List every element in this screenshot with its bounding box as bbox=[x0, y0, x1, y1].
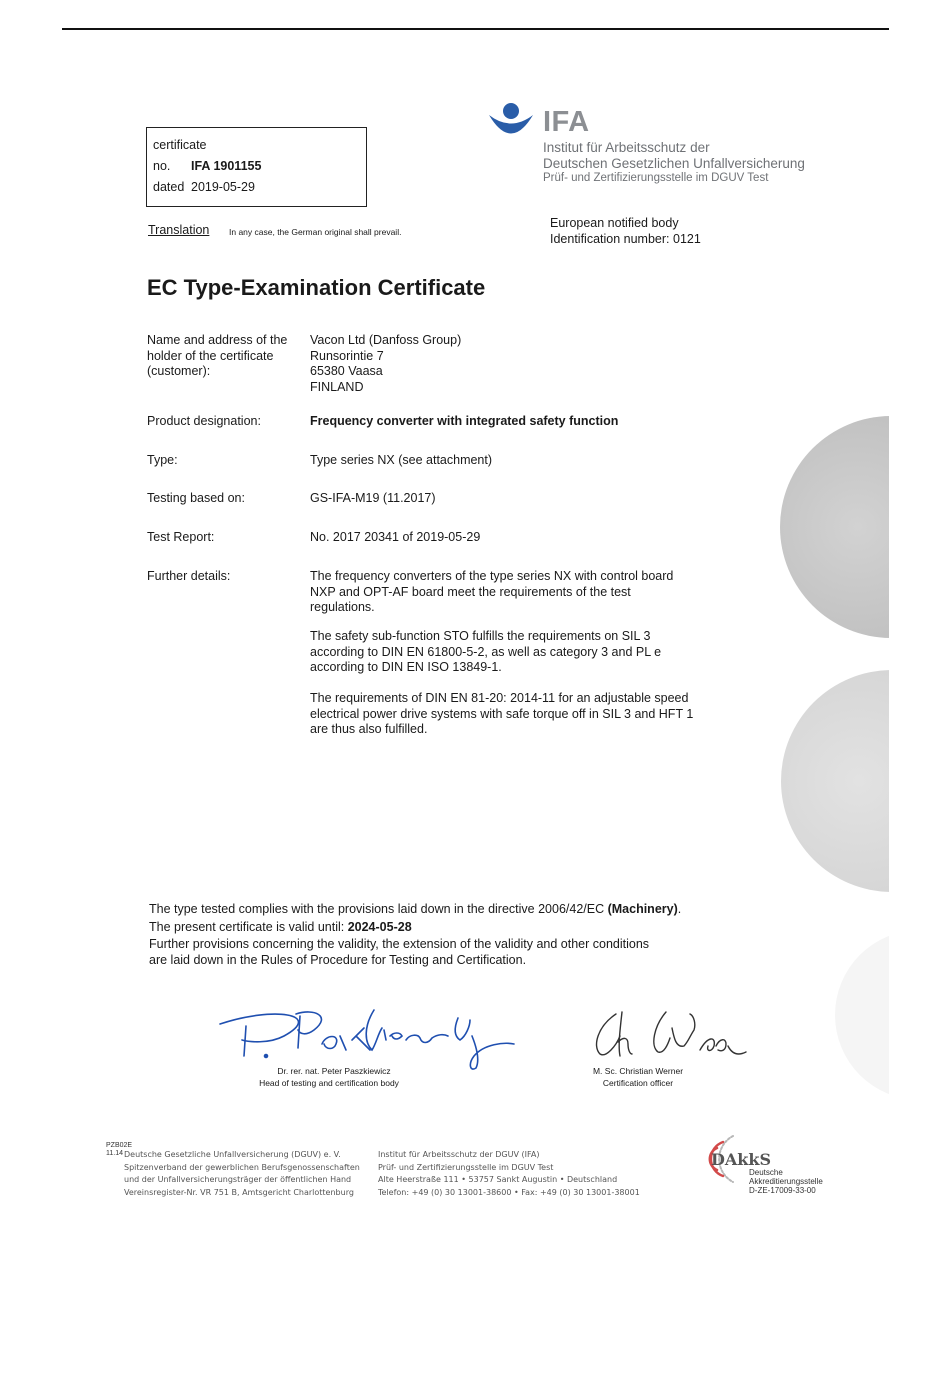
holder-city: 65380 Vaasa bbox=[310, 364, 383, 378]
signer-right-role: Certification officer bbox=[602, 1078, 674, 1088]
issuer-name-line1: Institut für Arbeitsschutz der bbox=[543, 140, 710, 155]
paragraph-line: NXP and OPT-AF board meet the requirements of the test bbox=[310, 584, 631, 599]
imprint-line: Vereinsregister-Nr. VR 751 B, Amtsgericht Charlottenburg bbox=[124, 1187, 354, 1197]
certificate-number: IFA 1901155 bbox=[191, 159, 262, 173]
paragraph-line: according to DIN EN ISO 13849-1. bbox=[310, 660, 502, 674]
paragraph-line: are thus also fulfilled. bbox=[310, 722, 428, 736]
signer-right-name: M. Sc. Christian Werner bbox=[592, 1066, 684, 1076]
certificate-number-box bbox=[146, 127, 367, 207]
product-value: Frequency converter with integrated safety function bbox=[310, 414, 619, 428]
paragraph-line: The requirements of DIN EN 81-20: 2014-11 for an adjustable speed bbox=[310, 691, 689, 705]
imprint-line: Telefon: +49 (0) 30 13001-38600 • Fax: +49 (0) 30 13001-38001 bbox=[378, 1187, 640, 1197]
notified-body-line1: European notified body bbox=[550, 216, 679, 230]
dakks-line1: Deutsche bbox=[749, 1168, 783, 1177]
paragraph-line: regulations. bbox=[310, 600, 375, 614]
dakks-line2: Akkreditierungsstelle bbox=[749, 1177, 823, 1186]
type-value: Type series NX (see attachment) bbox=[310, 453, 493, 467]
validity-text: The present certificate is valid until: bbox=[149, 920, 348, 934]
form-code-line1: PZB02E bbox=[106, 1142, 133, 1149]
paragraph-line: The frequency converters of the type series NX with control board bbox=[310, 569, 674, 583]
further-details-para2 bbox=[310, 629, 740, 676]
holder-company: Vacon Ltd (Danfoss Group) bbox=[310, 333, 462, 347]
translation-label: Translation bbox=[148, 223, 210, 237]
holder-value bbox=[310, 333, 740, 395]
provisions-statement bbox=[149, 936, 769, 968]
validity-date: 2024-05-28 bbox=[347, 920, 412, 934]
testing-label: Testing based on: bbox=[147, 491, 245, 505]
dakks-logo-text: DAkkS bbox=[711, 1150, 772, 1169]
holder-label-line: (customer): bbox=[147, 364, 211, 378]
dakks-accreditation-number: D-ZE-17009-33-00 bbox=[749, 1186, 816, 1195]
signature-right-icon bbox=[588, 1006, 753, 1066]
directive-text: The type tested complies with the provisions laid down in the directive 2006/42/EC bbox=[149, 902, 608, 916]
ifa-logo-icon bbox=[487, 102, 535, 138]
notified-body-id: Identification number: 0121 bbox=[550, 232, 701, 246]
right-edge-mask bbox=[889, 0, 950, 1379]
imprint-line: Institut für Arbeitsschutz der DGUV (IFA) bbox=[378, 1150, 540, 1159]
ifa-logo-text: IFA bbox=[543, 106, 590, 138]
holder-country: FINLAND bbox=[310, 379, 364, 394]
certificate-date: 2019-05-29 bbox=[191, 180, 255, 194]
certificate-no-label: no. bbox=[153, 159, 171, 173]
document-title: EC Type-Examination Certificate bbox=[147, 275, 486, 300]
form-code-line2: 11.14 bbox=[106, 1150, 123, 1157]
further-details-para1 bbox=[310, 569, 740, 616]
paragraph-line: according to DIN EN 61800-5-2, as well as category 3 and PL e bbox=[310, 644, 662, 659]
holder-street: Runsorintie 7 bbox=[310, 348, 384, 363]
product-label: Product designation: bbox=[147, 414, 261, 428]
holder-label-line: holder of the certificate bbox=[147, 348, 274, 363]
imprint-line: Alte Heerstraße 111 • 53757 Sankt Augustin • Deutschland bbox=[378, 1175, 618, 1184]
imprint-line: Deutsche Gesetzliche Unfallversicherung (DGUV) e. V. bbox=[124, 1150, 341, 1159]
directive-period: . bbox=[677, 902, 682, 916]
imprint-line: und der Unfallversicherungsträger der öffentlichen Hand bbox=[124, 1175, 352, 1184]
type-label: Type: bbox=[147, 453, 178, 467]
paragraph-line: electrical power drive systems with safe torque off in SIL 3 and HFT 1 bbox=[310, 706, 694, 721]
imprint-line: Prüf- und Zertifizierungsstelle im DGUV Test bbox=[378, 1162, 554, 1172]
issuer-name-line2: Deutschen Gesetzlichen Unfallversicherung bbox=[543, 156, 805, 171]
holder-label bbox=[147, 333, 307, 380]
testing-value: GS-IFA-M19 (11.2017) bbox=[310, 491, 436, 505]
further-details-para3 bbox=[310, 691, 740, 738]
validity-statement bbox=[149, 919, 769, 935]
further-details-label: Further details: bbox=[147, 569, 231, 583]
provisions-line: are laid down in the Rules of Procedure for Testing and Certification. bbox=[149, 953, 527, 967]
imprint-left bbox=[124, 1149, 360, 1199]
imprint-line: Spitzenverband der gewerblichen Berufsgenossenschaften bbox=[124, 1162, 360, 1172]
signer-left-name: Dr. rer. nat. Peter Paszkiewicz bbox=[277, 1066, 391, 1076]
signer-left-role: Head of testing and certification body bbox=[259, 1078, 399, 1088]
directive-name: (Machinery) bbox=[607, 902, 678, 916]
paragraph-line: The safety sub-function STO fulfills the requirements on SIL 3 bbox=[310, 629, 651, 643]
report-value: No. 2017 20341 of 2019-05-29 bbox=[310, 530, 481, 544]
report-label: Test Report: bbox=[147, 530, 215, 544]
directive-statement bbox=[149, 901, 769, 917]
provisions-line: Further provisions concerning the validity, the extension of the validity and other conditions bbox=[149, 937, 650, 951]
translation-note: In any case, the German original shall prevail. bbox=[229, 227, 402, 237]
certificate-word: certificate bbox=[153, 138, 207, 152]
top-rule bbox=[62, 28, 890, 30]
holder-label-line: Name and address of the bbox=[147, 333, 288, 347]
certificate-dated-label: dated bbox=[153, 180, 185, 194]
imprint-right bbox=[378, 1149, 640, 1199]
issuer-name-line3: Prüf- und Zertifizierungsstelle im DGUV Test bbox=[543, 172, 769, 184]
